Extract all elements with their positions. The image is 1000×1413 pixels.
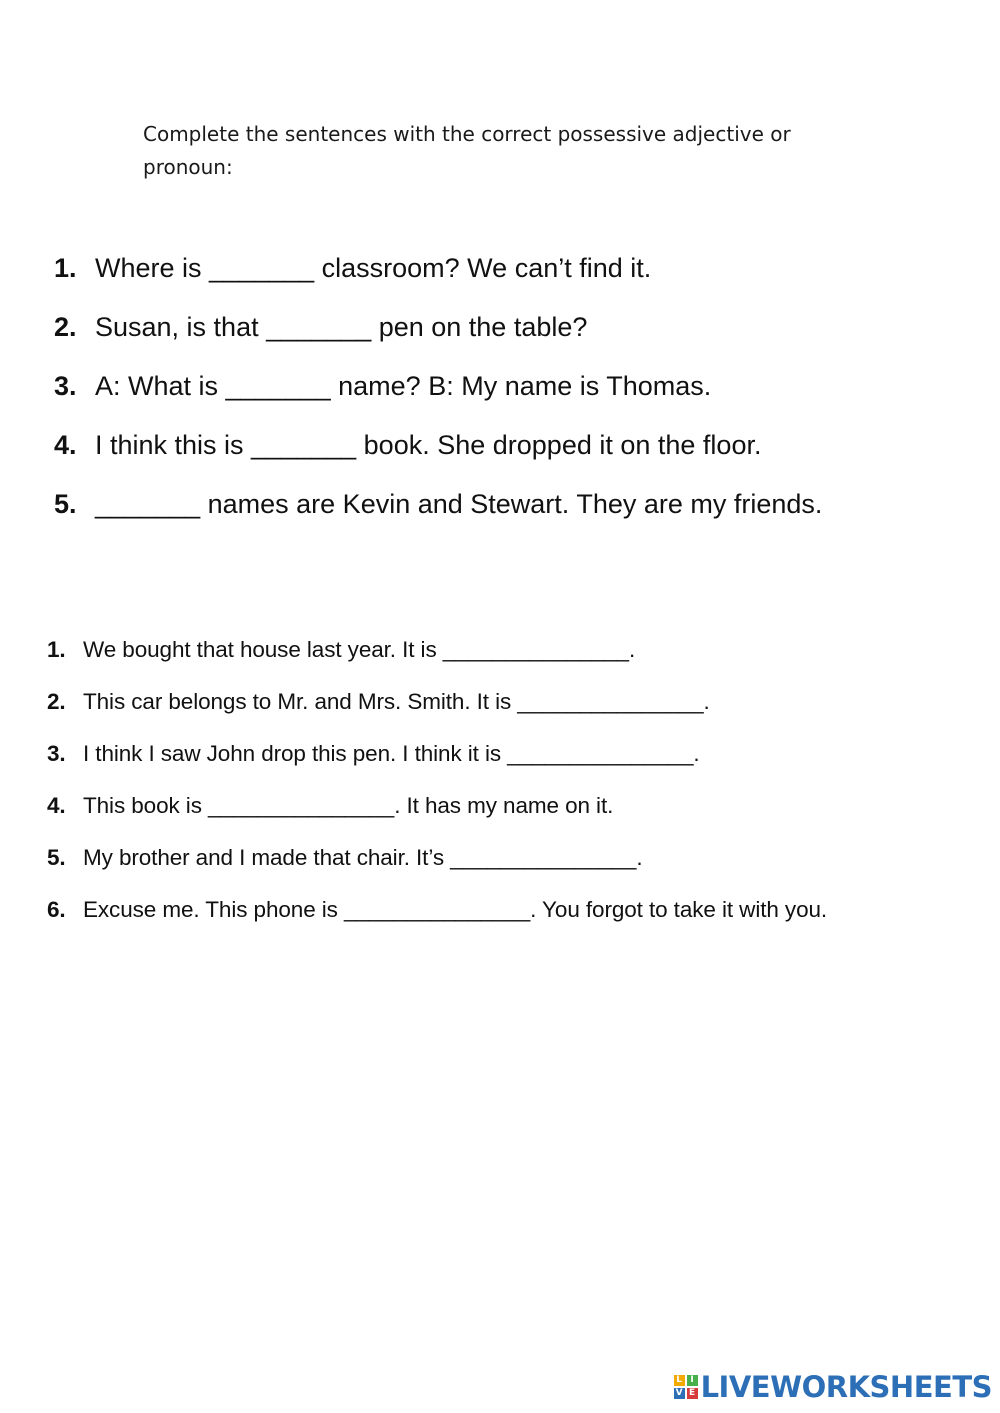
question-2 <box>47 684 710 720</box>
question-5 <box>54 484 822 524</box>
question-text: My brother and I made that chair. It’s _______________. <box>83 845 643 870</box>
instructions-text: Complete the sentences with the correct possessive adjective or pronoun: <box>143 122 791 179</box>
question-1 <box>54 248 651 288</box>
question-number: 3. <box>54 371 77 401</box>
question-3 <box>47 736 700 772</box>
question-text: We bought that house last year. It is _______________. <box>83 637 636 662</box>
question-number: 4. <box>47 793 66 818</box>
question-number: 4. <box>54 430 77 460</box>
liveworksheets-logo <box>674 1371 992 1403</box>
question-text: I think I saw John drop this pen. I think it is _______________. <box>83 741 700 766</box>
question-number: 2. <box>54 312 77 342</box>
question-4 <box>47 788 613 824</box>
question-text: _______ names are Kevin and Stewart. They are my friends. <box>95 489 823 519</box>
question-text: Where is _______ classroom? We can’t find it. <box>95 253 652 283</box>
question-2 <box>54 307 587 347</box>
question-text: This book is _______________. It has my name on it. <box>83 793 614 818</box>
logo-letter-i: I <box>687 1375 698 1386</box>
logo-letter-e: E <box>687 1388 698 1399</box>
logo-text: LIVEWORKSHEETS <box>700 1370 992 1404</box>
question-number: 1. <box>54 253 77 283</box>
question-number: 5. <box>54 489 77 519</box>
logo-letter-v: V <box>674 1388 685 1399</box>
logo-mark-icon <box>674 1375 698 1399</box>
question-text: This car belongs to Mr. and Mrs. Smith. It is _______________. <box>83 689 710 714</box>
question-number: 6. <box>47 897 66 922</box>
question-text: A: What is _______ name? B: My name is Thomas. <box>95 371 712 401</box>
question-text: Excuse me. This phone is _______________. You forgot to take it with you. <box>83 897 828 922</box>
question-3 <box>54 366 711 406</box>
question-number: 5. <box>47 845 66 870</box>
question-text: Susan, is that _______ pen on the table? <box>95 312 588 342</box>
logo-letter-l: L <box>674 1375 685 1386</box>
question-5 <box>47 840 642 876</box>
question-number: 1. <box>47 637 66 662</box>
question-text: I think this is _______ book. She dropped it on the floor. <box>95 430 762 460</box>
question-number: 2. <box>47 689 66 714</box>
question-6 <box>47 892 827 928</box>
question-1 <box>47 632 635 668</box>
question-4 <box>54 425 761 465</box>
question-number: 3. <box>47 741 66 766</box>
